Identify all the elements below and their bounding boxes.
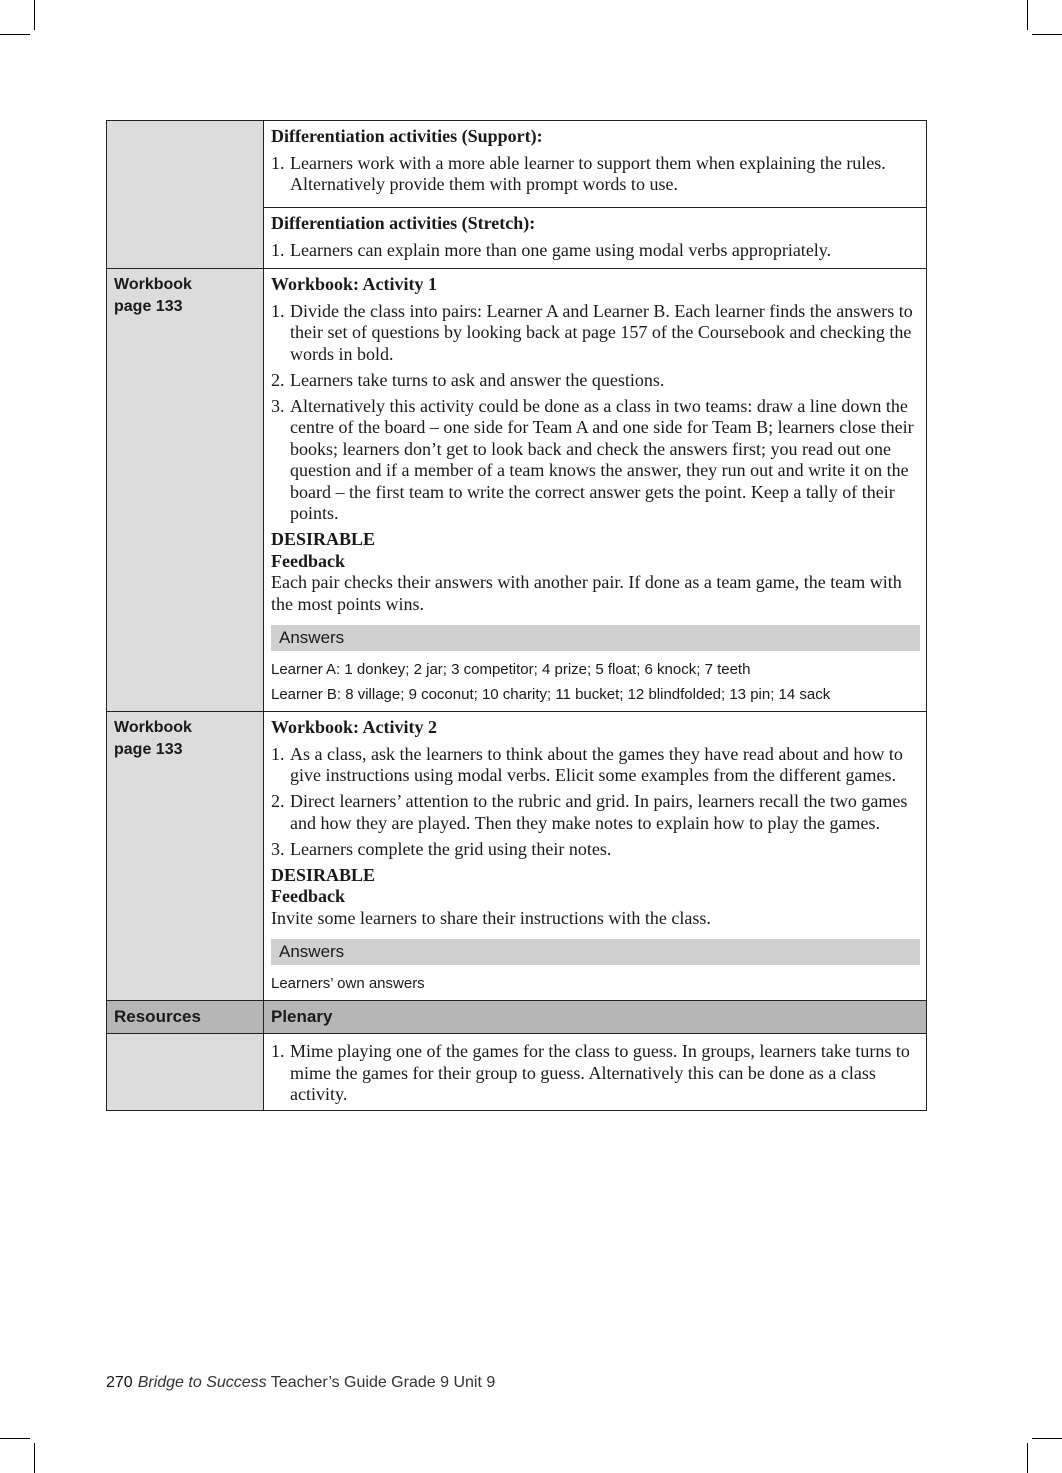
crop-mark [34, 1443, 35, 1473]
workbook-label: Workbook [114, 276, 192, 293]
support-heading: Differentiation activities (Support): [271, 126, 543, 146]
lesson-table [106, 120, 927, 1111]
item-number: 3. [271, 838, 285, 859]
desirable-label: DESIRABLE [271, 864, 376, 885]
support-section [264, 121, 926, 208]
plenary-cell [264, 1034, 926, 1110]
resources-header: Resources [107, 1001, 264, 1033]
item-text: Learners take turns to ask and answer the questions. [290, 369, 665, 390]
activity-1-cell [264, 269, 926, 711]
answer-line: Learners’ own answers [271, 975, 425, 992]
differentiation-cell [264, 121, 926, 268]
item-text: As a class, ask the learners to think about the games they have read about and how to give instructions using modal verbs. Elicit some examples from the different games. [290, 743, 903, 785]
item-number: 2. [271, 791, 285, 811]
item-number: 2. [271, 369, 285, 390]
list-item [271, 153, 920, 196]
answer-line: Learner B: 8 village; 9 coconut; 10 charity; 11 bucket; 12 blindfolded; 13 pin; 14 sack [271, 686, 831, 703]
item-text: Learners can explain more than one game using modal verbs appropriately. [290, 239, 832, 260]
plenary-header-row [107, 1001, 926, 1034]
feedback-label: Feedback [271, 550, 345, 571]
workbook-reference [107, 269, 264, 711]
item-text: Alternatively this activity could be done as a class in two teams: draw a line down the centre of the board – one side for Team A and one side for Team B; learners close their books; learners don’t get to look back and check the answers first; you read out one question and if a member of a team knows the answer, they run out and write it on the board – the first team to write the correct answer gets the point. Keep a tally of their points. [290, 395, 914, 523]
crop-mark [1027, 1443, 1028, 1473]
footer-subtitle: Teacher’s Guide Grade 9 Unit 9 [270, 1374, 496, 1391]
list-item [271, 839, 920, 861]
list-item [271, 301, 920, 366]
list-item [271, 240, 920, 262]
item-text: Mime playing one of the games for the class to guess. In groups, learners take turns to mime the games for their group to guess. Alternatively this can be done as a class activity. [290, 1041, 910, 1104]
activity-2-heading: Workbook: Activity 2 [271, 717, 438, 737]
feedback-label: Feedback [271, 886, 345, 906]
item-number: 1. [271, 152, 285, 173]
item-number: 3. [271, 395, 285, 416]
left-cell-empty [107, 121, 264, 268]
feedback-text: Invite some learners to share their instructions with the class. [271, 907, 711, 928]
crop-mark [0, 1438, 30, 1439]
page-number: 270 [106, 1374, 133, 1391]
answers-bar: Answers [271, 939, 920, 965]
item-number: 1. [271, 1041, 285, 1061]
feedback-text: Each pair checks their answers with another pair. If done as a team game, the team with the most points wins. [271, 572, 902, 614]
item-text: Direct learners’ attention to the rubric and grid. In pairs, learners recall the two games and how they are played. Then they make notes to explain how to play the games. [290, 791, 908, 833]
answers-bar: Answers [271, 625, 920, 651]
plenary-header: Plenary [271, 1007, 333, 1026]
book-title: Bridge to Success [137, 1374, 267, 1391]
item-number: 1. [271, 300, 285, 321]
item-number: 1. [271, 239, 285, 260]
crop-mark [1032, 34, 1062, 35]
workbook-page: page 133 [114, 298, 183, 315]
workbook-activity-1-row [107, 269, 926, 712]
list-item [271, 1041, 920, 1106]
workbook-activity-2-row [107, 712, 926, 1001]
item-text: Learners complete the grid using their notes. [290, 838, 612, 859]
plenary-row [107, 1034, 926, 1110]
page-footer [106, 1374, 495, 1392]
activity-2-cell [264, 712, 926, 1000]
item-text: Learners work with a more able learner to support them when explaining the rules. Alternatively provide them with prompt words to use. [290, 152, 886, 194]
crop-mark [0, 34, 30, 35]
stretch-section [264, 208, 926, 268]
item-text: Divide the class into pairs: Learner A and Learner B. Each learner finds the answers to their set of questions by looking back at page 157 of the Coursebook and checking the words in bold. [290, 300, 913, 364]
answer-line: Learner A: 1 donkey; 2 jar; 3 competitor; 4 prize; 5 float; 6 knock; 7 teeth [271, 661, 751, 678]
list-item [271, 370, 920, 392]
crop-mark [34, 0, 35, 30]
stretch-heading: Differentiation activities (Stretch): [271, 213, 536, 233]
workbook-reference [107, 712, 264, 1000]
desirable-label: DESIRABLE [271, 529, 376, 549]
list-item [271, 396, 920, 525]
activity-1-heading: Workbook: Activity 1 [271, 274, 438, 294]
item-number: 1. [271, 743, 285, 764]
workbook-page: page 133 [114, 741, 183, 758]
differentiation-row [107, 121, 926, 269]
list-item [271, 791, 920, 834]
resources-cell [107, 1034, 264, 1110]
workbook-label: Workbook [114, 719, 192, 736]
crop-mark [1027, 0, 1028, 30]
crop-mark [1032, 1438, 1062, 1439]
list-item [271, 744, 920, 787]
